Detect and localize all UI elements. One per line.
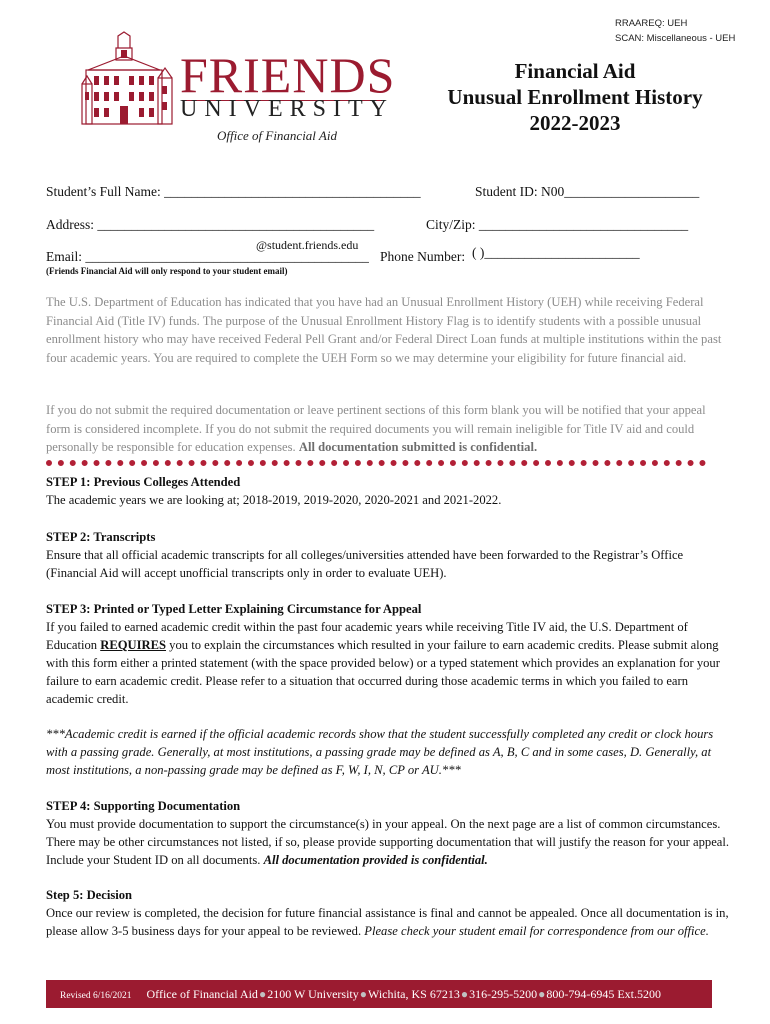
academic-credit-note: ***Academic credit is earned if the official academic records show that the student successfully completed any credit or clock hours with a passing grade. Generally, at most institutions, a passing grade may be defined as A, B, C and in some cases, D. Generally, at most institutions, a non-passing grade may be defined as F, W, I, N, CP or AU.*** [46, 727, 714, 777]
step-4-text [46, 815, 730, 869]
email-field[interactable]: Email: __________________________________________ [46, 249, 369, 264]
step-5-heading: Step 5: Decision [46, 888, 133, 902]
phone-label: Phone Number: [380, 249, 466, 264]
footer-office: Office of Financial Aid [146, 987, 258, 1001]
step-4-heading: STEP 4: Supporting Documentation [46, 799, 241, 813]
step-5-text-body: Once our review is completed, the decision for future financial assistance is final and cannot be appealed. Once all documentation is in, please allow 3-5 business days for your appeal to be reviewed. [46, 906, 729, 938]
step-2-heading: STEP 2: Transcripts [46, 530, 156, 544]
student-name-field[interactable]: Student’s Full Name: ______________________________________ [46, 184, 421, 199]
step-1-text: The academic years we are looking at; 2018-2019, 2019-2020, 2020-2021 and 2021-2022. [46, 493, 502, 507]
step-2 [46, 528, 730, 582]
step-4 [46, 797, 730, 869]
page-title [430, 58, 720, 136]
documentation-confidential: All documentation provided is confidential. [263, 853, 488, 867]
bullet-dot-icon: ● [460, 987, 469, 1001]
footer-city: Wichita, KS 67213 [368, 987, 460, 1001]
title-line-1: Financial Aid [514, 59, 636, 83]
step-3-heading: STEP 3: Printed or Typed Letter Explaining Circumstance for Appeal [46, 602, 422, 616]
footer-address: 2100 W University [267, 987, 359, 1001]
student-id-field[interactable]: Student ID: N00____________________ [475, 184, 700, 199]
step-3 [46, 600, 730, 779]
incomplete-warning: If you do not submit the required documentation or leave pertinent sections of this form blank you will be notified that your appeal form is considered incomplete. If you do not submit the required documents you will remain ineligible for Title IV aid and could personally be responsible for education expenses. [46, 403, 706, 454]
confidential-note: All documentation submitted is confidential. [298, 440, 538, 454]
step-3-text-a: If you failed to earned academic credit within the past four academic years while receiving Title IV aid, the U.S. Department of Education [46, 620, 688, 652]
scan-category: SCAN: Miscellaneous - UEH [615, 33, 736, 44]
bullet-dot-icon: ● [359, 987, 367, 1001]
step-2-text: Ensure that all official academic transcripts for all colleges/universities attended have been forwarded to the Registrar’s Office (Financial Aid will accept unofficial transcripts only in order to evaluate UEH). [46, 548, 684, 580]
step-1 [46, 473, 730, 509]
requires-emphasis: REQUIRES [100, 638, 167, 652]
phone-number-field[interactable]: ( )_______________________ [472, 245, 640, 260]
step-5-text [46, 904, 730, 940]
bullet-dot-icon: ● [538, 987, 546, 1001]
email-domain: @student.friends.edu [256, 238, 359, 252]
step-1-heading: STEP 1: Previous Colleges Attended [46, 475, 241, 489]
university-subtitle: UNIVERSITY [180, 96, 394, 122]
step-3-text [46, 618, 730, 708]
title-line-2: Unusual Enrollment History [447, 85, 703, 109]
office-name: Office of Financial Aid [217, 128, 337, 143]
step-3-text-b: you to explain the circumstances which resulted in your failure to earn academic credits. Please submit along with this form either a printed statement (with the space provided below) or a typed statement which provides an explanation for your failure to earn academic credit. Please refer to a situation that occurred during those academic terms in which you failed to earn academic credit. [46, 638, 720, 706]
step-4-text-body: You must provide documentation to support the circumstance(s) in your appeal. On the next page are a list of common circumstances. There may be other circumstances not listed, if so, please provide supporting documentation that will justify the reason for your appeal. Include your Student ID on all documents. [46, 817, 730, 867]
step-5 [46, 886, 730, 940]
city-zip-field[interactable]: City/Zip: _______________________________ [426, 217, 689, 232]
intro-paragraph-2 [46, 401, 726, 457]
form-code: RRAAREQ: UEH [615, 18, 688, 29]
title-line-3: 2022-2023 [529, 111, 621, 135]
check-email-note: Please check your student email for correspondence from our office. [364, 924, 709, 938]
bullet-dot-icon: ● [258, 987, 267, 1001]
footer-phone-1: 316-295-5200 [469, 987, 538, 1001]
intro-paragraph-1: The U.S. Department of Education has indicated that you have had an Unusual Enrollment History (UEH) while receiving Federal Financial Aid (Title IV) funds. The purpose of the Unusual Enrollment History Flag is to identify students with a possible unusual enrollment history who may have received Federal Pell Grant and/or Federal Direct Loan funds at multiple institutions within the past four academic years. You are required to complete the UEH Form so we may determine your eligibility for future financial aid. [46, 295, 722, 365]
university-name: FRIENDS [180, 47, 396, 103]
revised-date: Revised 6/16/2021 [60, 991, 132, 1001]
section-divider [46, 460, 706, 466]
university-building-logo-icon [80, 30, 180, 130]
form-code-block [615, 16, 735, 46]
address-field[interactable]: Address: _________________________________________ [46, 217, 375, 232]
email-note: (Friends Financial Aid will only respond to your student email) [46, 266, 288, 276]
footer-phone-2: 800-794-6945 Ext.5200 [546, 987, 661, 1001]
footer-bar [46, 980, 712, 1008]
